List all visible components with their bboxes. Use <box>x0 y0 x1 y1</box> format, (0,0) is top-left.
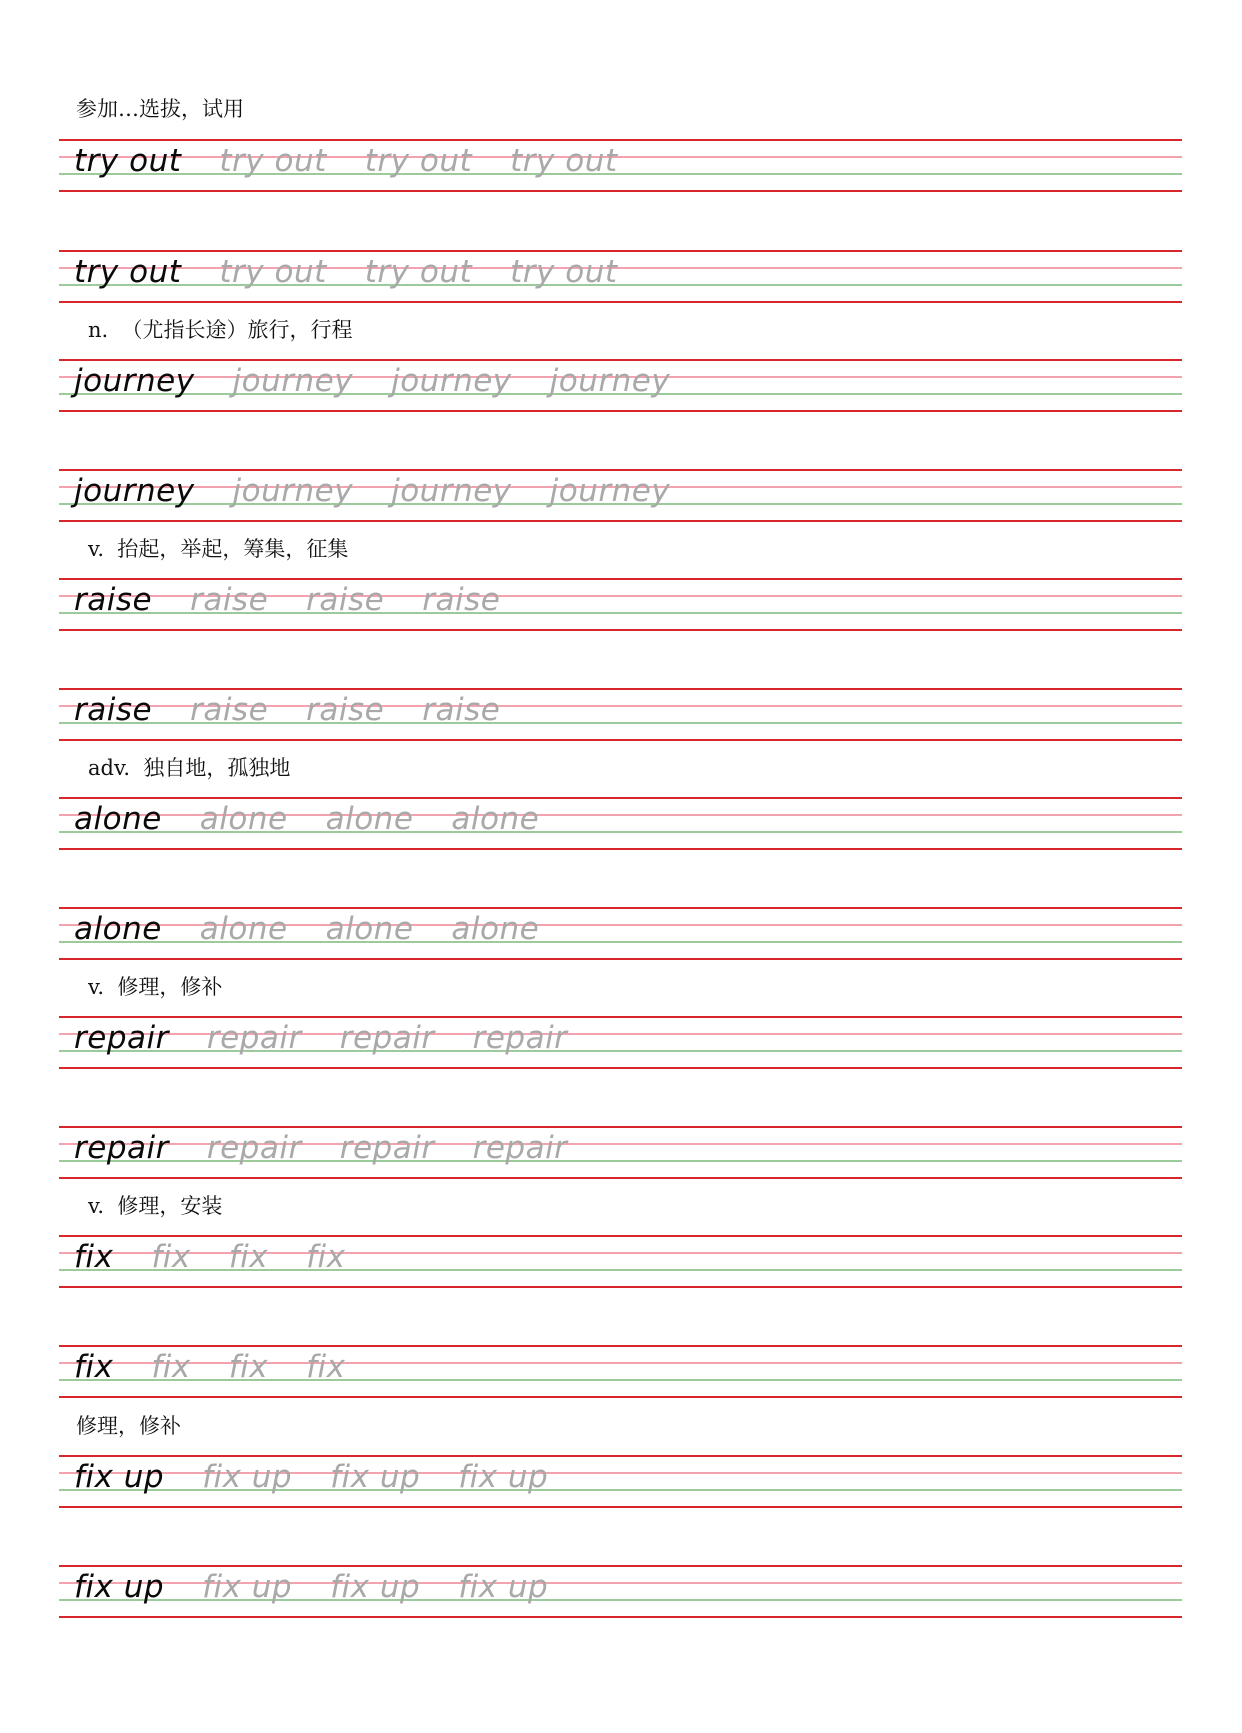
trace-word: fix up <box>458 1459 549 1495</box>
practice-row <box>59 139 1182 191</box>
word-group <box>74 472 708 516</box>
trace-word: journey <box>549 473 671 509</box>
model-word: alone <box>74 911 162 947</box>
trace-word: repair <box>206 1020 302 1056</box>
guide-line-top <box>59 797 1182 799</box>
guide-line-top <box>59 1235 1182 1237</box>
practice-row <box>59 578 1182 630</box>
guide-line-bottom <box>59 190 1182 192</box>
definition-label: n. （尤指长途）旅行，行程 <box>88 318 353 342</box>
model-word: fix <box>74 1349 114 1385</box>
practice-row <box>59 1235 1182 1287</box>
guide-line-bottom <box>59 848 1182 850</box>
trace-word: fix up <box>458 1569 549 1605</box>
trace-word: raise <box>306 582 385 618</box>
guide-line-top <box>59 907 1182 909</box>
practice-row <box>59 359 1182 411</box>
word-group <box>74 581 538 625</box>
definition-label: adv. 独自地，孤独地 <box>88 756 291 780</box>
guide-line-top <box>59 578 1182 580</box>
guide-line-bottom <box>59 520 1182 522</box>
guide-line-top <box>59 359 1182 361</box>
model-word: fix <box>74 1239 114 1275</box>
trace-word: try out <box>219 143 327 179</box>
practice-row <box>59 688 1182 740</box>
trace-word: repair <box>472 1130 568 1166</box>
guide-line-top <box>59 1455 1182 1457</box>
word-group <box>74 1458 586 1502</box>
word-group <box>74 1348 384 1392</box>
practice-row <box>59 797 1182 849</box>
word-group <box>74 1238 384 1282</box>
guide-line-bottom <box>59 1286 1182 1288</box>
word-group <box>74 1129 605 1173</box>
guide-line-top <box>59 139 1182 141</box>
trace-word: fix <box>306 1349 346 1385</box>
model-word: try out <box>74 254 182 290</box>
word-group <box>74 691 538 735</box>
model-word: journey <box>74 363 195 399</box>
trace-word: fix up <box>202 1459 293 1495</box>
trace-word: repair <box>339 1130 435 1166</box>
trace-word: raise <box>190 692 269 728</box>
guide-line-top <box>59 250 1182 252</box>
trace-word: repair <box>206 1130 302 1166</box>
trace-word: fix up <box>202 1569 293 1605</box>
model-word: raise <box>74 582 153 618</box>
practice-row <box>59 1455 1182 1507</box>
practice-row <box>59 907 1182 959</box>
guide-line-bottom <box>59 739 1182 741</box>
guide-line-bottom <box>59 958 1182 960</box>
trace-word: fix <box>306 1239 346 1275</box>
guide-line-top <box>59 469 1182 471</box>
word-group <box>74 1568 586 1612</box>
trace-word: alone <box>451 801 540 837</box>
guide-line-top <box>59 688 1182 690</box>
trace-word: alone <box>325 801 414 837</box>
trace-word: alone <box>325 911 414 947</box>
practice-row <box>59 1565 1182 1617</box>
guide-line-top <box>59 1126 1182 1128</box>
trace-word: fix <box>151 1349 191 1385</box>
definition-label: 参加…选拔，试用 <box>76 97 244 121</box>
trace-word: try out <box>219 254 327 290</box>
model-word: journey <box>74 473 195 509</box>
model-word: try out <box>74 143 182 179</box>
trace-word: journey <box>232 473 354 509</box>
guide-line-bottom <box>59 1177 1182 1179</box>
guide-line-top <box>59 1016 1182 1018</box>
trace-word: raise <box>422 582 501 618</box>
trace-word: try out <box>364 254 473 290</box>
trace-word: fix <box>228 1239 269 1275</box>
word-group <box>74 800 577 844</box>
trace-word: fix up <box>330 1569 421 1605</box>
model-word: alone <box>74 801 162 837</box>
guide-line-bottom <box>59 629 1182 631</box>
trace-word: journey <box>391 473 512 509</box>
model-word: fix up <box>74 1569 165 1605</box>
guide-line-bottom <box>59 1396 1182 1398</box>
trace-word: raise <box>422 692 501 728</box>
model-word: fix up <box>74 1459 165 1495</box>
trace-word: try out <box>510 143 618 179</box>
trace-word: alone <box>199 801 288 837</box>
word-group <box>74 142 656 186</box>
trace-word: fix <box>151 1239 191 1275</box>
word-group <box>74 1019 605 1063</box>
definition-label: v. 修理，修补 <box>88 975 223 999</box>
definition-label: v. 修理，安装 <box>88 1194 223 1218</box>
trace-word: journey <box>232 363 354 399</box>
practice-row <box>59 469 1182 521</box>
word-group <box>74 253 656 297</box>
word-group <box>74 910 577 954</box>
model-word: repair <box>74 1020 169 1056</box>
word-group <box>74 362 708 406</box>
guide-line-bottom <box>59 1616 1182 1618</box>
guide-line-bottom <box>59 1506 1182 1508</box>
trace-word: repair <box>339 1020 435 1056</box>
trace-word: repair <box>472 1020 568 1056</box>
guide-line-bottom <box>59 301 1182 303</box>
guide-line-top <box>59 1565 1182 1567</box>
definition-label: 修理，修补 <box>76 1414 181 1438</box>
practice-row <box>59 1126 1182 1178</box>
guide-line-bottom <box>59 1067 1182 1069</box>
definition-label: v. 抬起，举起，筹集，征集 <box>88 537 349 561</box>
trace-word: raise <box>306 692 385 728</box>
trace-word: try out <box>364 143 473 179</box>
practice-row <box>59 1016 1182 1068</box>
trace-word: journey <box>391 363 512 399</box>
trace-word: alone <box>199 911 288 947</box>
model-word: repair <box>74 1130 169 1166</box>
trace-word: raise <box>190 582 269 618</box>
trace-word: fix <box>228 1349 269 1385</box>
trace-word: alone <box>451 911 540 947</box>
model-word: raise <box>74 692 153 728</box>
practice-row <box>59 1345 1182 1397</box>
trace-word: fix up <box>330 1459 421 1495</box>
practice-row <box>59 250 1182 302</box>
trace-word: journey <box>549 363 671 399</box>
trace-word: try out <box>510 254 618 290</box>
guide-line-bottom <box>59 410 1182 412</box>
guide-line-top <box>59 1345 1182 1347</box>
